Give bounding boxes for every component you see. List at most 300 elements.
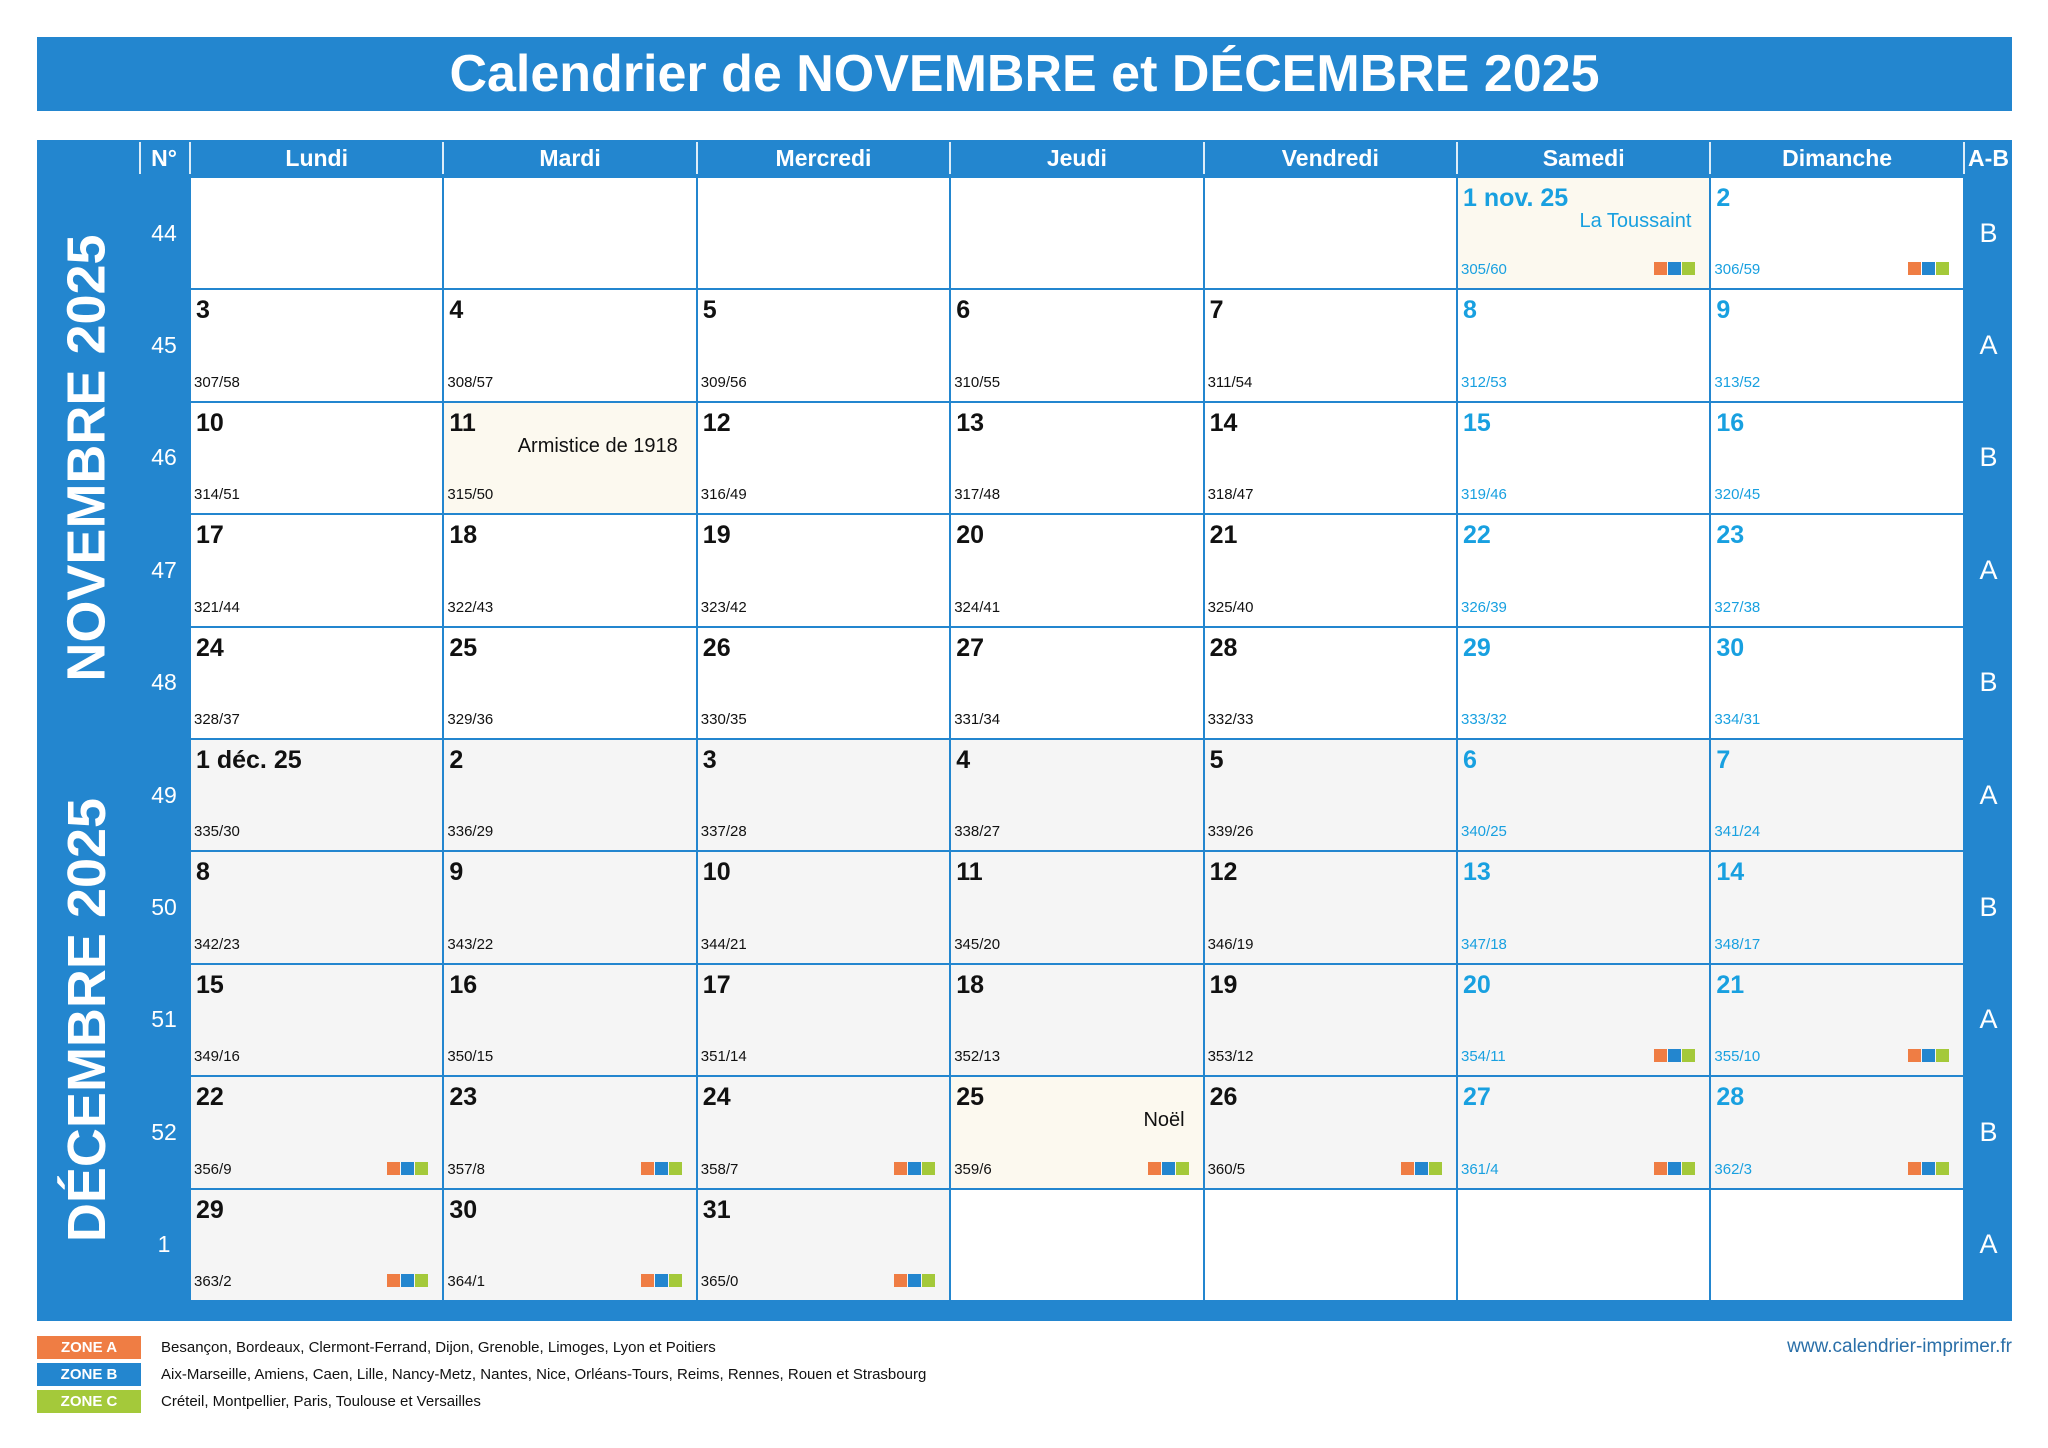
day-cell[interactable] — [698, 403, 949, 513]
day-of-year: 353/12 — [1207, 1048, 1254, 1066]
day-number: 1 nov. 25 — [1463, 184, 1569, 212]
day-of-year: 345/20 — [954, 935, 1001, 953]
day-number: 12 — [1209, 858, 1238, 887]
zone-cities: Besançon, Bordeaux, Clermont-Ferrand, Dijon, Grenoble, Limoges, Lyon et Poitiers — [161, 1339, 716, 1356]
day-cell[interactable] — [191, 1077, 442, 1187]
day-number: 24 — [196, 633, 224, 662]
day-cell[interactable] — [951, 515, 1202, 625]
vacation-zone-square — [1922, 262, 1935, 275]
empty-cell — [1458, 1190, 1709, 1300]
week-ab-indicator: B — [1979, 442, 1998, 473]
day-of-year: 348/17 — [1714, 935, 1761, 953]
day-number: 22 — [1463, 521, 1491, 550]
day-cell[interactable] — [444, 1190, 695, 1300]
day-cell[interactable] — [444, 290, 695, 400]
vacation-zones-indicator — [641, 1162, 682, 1175]
vacation-zone-square — [1429, 1162, 1442, 1175]
day-of-year: 350/15 — [447, 1048, 494, 1066]
day-number: 9 — [1716, 296, 1731, 325]
day-cell[interactable] — [951, 628, 1202, 738]
day-cell[interactable] — [1205, 403, 1456, 513]
day-cell[interactable] — [1711, 740, 1962, 850]
week-number: 50 — [141, 852, 187, 962]
vacation-zones-indicator — [1401, 1162, 1442, 1175]
day-number: 25 — [449, 633, 478, 662]
header-ab: A-B — [1968, 144, 2009, 171]
day-cell[interactable] — [191, 403, 442, 513]
day-of-year: 343/22 — [447, 935, 494, 953]
day-number: 26 — [702, 633, 731, 662]
header-week-number: N° — [151, 144, 177, 171]
day-of-year: 323/42 — [700, 598, 747, 616]
day-of-year: 346/19 — [1207, 935, 1254, 953]
day-number: 29 — [1463, 633, 1491, 662]
day-cell[interactable] — [1458, 515, 1709, 625]
day-cell[interactable] — [1205, 965, 1456, 1075]
day-cell[interactable] — [444, 852, 695, 962]
vacation-zones-indicator — [1148, 1162, 1189, 1175]
vacation-zone-square — [1682, 262, 1695, 275]
day-of-year: 326/39 — [1461, 598, 1507, 616]
day-cell[interactable] — [1205, 515, 1456, 625]
header-separator — [1963, 142, 1965, 174]
day-of-year: 321/44 — [194, 598, 240, 616]
header-day: Mardi — [539, 144, 601, 171]
week-ab-indicator: B — [1979, 217, 1998, 248]
vacation-zones-indicator — [1654, 1049, 1695, 1062]
day-of-year: 313/52 — [1714, 373, 1761, 391]
zone-cities: Aix-Marseille, Amiens, Caen, Lille, Nancy-Metz, Nantes, Nice, Orléans-Tours, Reims, Rennes, Rouen et Strasbourg — [161, 1366, 927, 1383]
week-ab-indicator: A — [1979, 330, 1998, 361]
day-cell[interactable] — [1711, 178, 1962, 288]
day-number: 22 — [196, 1083, 224, 1112]
zone-cities: Créteil, Montpellier, Paris, Toulouse et Versailles — [161, 1393, 481, 1410]
header-day: Vendredi — [1281, 144, 1379, 171]
week-number: 49 — [141, 740, 187, 850]
vacation-zone-square — [1668, 1049, 1681, 1062]
day-number: 26 — [1209, 1083, 1238, 1112]
day-number: 5 — [702, 296, 717, 325]
day-of-year: 333/32 — [1461, 710, 1507, 728]
zone-badge: ZONE C — [37, 1390, 141, 1413]
vacation-zone-square — [1936, 1162, 1949, 1175]
day-number: 23 — [449, 1083, 478, 1112]
day-of-year: 311/54 — [1207, 373, 1253, 391]
month-label: NOVEMBRE 2025 — [57, 234, 118, 682]
day-of-year: 308/57 — [447, 373, 494, 391]
day-of-year: 332/33 — [1207, 710, 1254, 728]
day-cell[interactable] — [698, 628, 949, 738]
day-cell[interactable] — [1711, 403, 1962, 513]
day-cell[interactable] — [1458, 740, 1709, 850]
day-number: 21 — [1209, 521, 1238, 550]
vacation-zone-square — [669, 1162, 682, 1175]
day-cell[interactable] — [191, 515, 442, 625]
header-separator — [139, 142, 141, 174]
week-number: 52 — [141, 1077, 187, 1187]
day-cell[interactable] — [1205, 852, 1456, 962]
day-of-year: 356/9 — [194, 1160, 232, 1178]
header-day: Lundi — [285, 144, 348, 171]
day-cell[interactable] — [191, 628, 442, 738]
vacation-zone-square — [387, 1162, 400, 1175]
day-cell[interactable] — [951, 852, 1202, 962]
day-number: 6 — [956, 296, 971, 325]
day-number: 8 — [1463, 296, 1477, 325]
vacation-zone-square — [1148, 1162, 1161, 1175]
vacation-zones-indicator — [387, 1274, 428, 1287]
day-cell[interactable] — [191, 852, 442, 962]
day-of-year: 365/0 — [700, 1272, 739, 1290]
vacation-zones-indicator — [1908, 262, 1949, 275]
header-separator — [1709, 142, 1711, 174]
week-ab-indicator: A — [1979, 779, 1998, 810]
day-number: 7 — [1209, 296, 1224, 325]
empty-cell — [1205, 178, 1456, 288]
day-of-year: 362/3 — [1714, 1160, 1752, 1178]
day-of-year: 319/46 — [1461, 486, 1507, 504]
page-title: Calendrier de NOVEMBRE et DÉCEMBRE 2025 — [37, 37, 2012, 111]
legend-row — [37, 1363, 926, 1386]
calendar-bottom-bar — [37, 1307, 2012, 1321]
week-ab-indicator: B — [1979, 1116, 1998, 1147]
week-number: 51 — [141, 965, 187, 1075]
vacation-zones-indicator — [894, 1274, 935, 1287]
vacation-zone-square — [387, 1274, 400, 1287]
day-cell[interactable] — [444, 1077, 695, 1187]
empty-cell — [191, 178, 442, 288]
day-cell[interactable] — [698, 515, 949, 625]
day-cell[interactable] — [698, 1077, 949, 1187]
zone-badge: ZONE A — [37, 1336, 141, 1359]
week-ab-indicator: A — [1979, 1229, 1998, 1260]
vacation-zones-indicator — [1654, 262, 1695, 275]
vacation-zone-square — [1176, 1162, 1189, 1175]
vacation-zone-square — [641, 1162, 654, 1175]
day-number: 16 — [1716, 408, 1745, 437]
week-number: 47 — [141, 515, 187, 625]
empty-cell — [1711, 1190, 1962, 1300]
vacation-zone-square — [401, 1274, 414, 1287]
vacation-zone-square — [641, 1274, 654, 1287]
day-of-year: 312/53 — [1461, 373, 1507, 391]
day-cell[interactable] — [1711, 965, 1962, 1075]
day-number: 21 — [1716, 970, 1745, 999]
vacation-zone-square — [415, 1162, 428, 1175]
day-number: 15 — [1463, 408, 1491, 437]
day-of-year: 330/35 — [700, 710, 747, 728]
day-of-year: 342/23 — [194, 935, 240, 953]
vacation-zone-square — [922, 1274, 935, 1287]
week-number: 48 — [141, 628, 187, 738]
day-of-year: 355/10 — [1714, 1048, 1761, 1066]
day-of-year: 307/58 — [194, 373, 240, 391]
day-of-year: 325/40 — [1207, 598, 1254, 616]
empty-cell — [951, 1190, 1202, 1300]
day-cell[interactable] — [1205, 290, 1456, 400]
day-of-year: 327/38 — [1714, 598, 1761, 616]
day-of-year: 363/2 — [194, 1272, 232, 1290]
empty-cell — [951, 178, 1202, 288]
holiday-name: La Toussaint — [1579, 210, 1692, 232]
day-cell[interactable] — [951, 965, 1202, 1075]
day-number: 28 — [1209, 633, 1238, 662]
day-number: 10 — [702, 858, 731, 887]
vacation-zone-square — [1936, 262, 1949, 275]
header-day: Samedi — [1542, 144, 1625, 171]
day-cell[interactable] — [698, 1190, 949, 1300]
day-cell[interactable] — [951, 1077, 1202, 1187]
vacation-zone-square — [1936, 1049, 1949, 1062]
day-of-year: 338/27 — [954, 823, 1001, 841]
day-number: 14 — [1716, 858, 1745, 887]
vacation-zone-square — [655, 1162, 668, 1175]
day-number: 11 — [956, 858, 983, 887]
day-number: 18 — [449, 521, 478, 550]
day-number: 30 — [1716, 633, 1745, 662]
day-number: 23 — [1716, 521, 1745, 550]
day-cell[interactable] — [191, 1190, 442, 1300]
day-of-year: 361/4 — [1461, 1160, 1499, 1178]
vacation-zone-square — [1668, 1162, 1681, 1175]
day-number: 13 — [956, 408, 984, 437]
empty-cell — [1205, 1190, 1456, 1300]
day-of-year: 318/47 — [1207, 486, 1254, 504]
vacation-zone-square — [415, 1274, 428, 1287]
day-of-year: 310/55 — [954, 373, 1001, 391]
header-separator — [696, 142, 698, 174]
header-separator — [1456, 142, 1458, 174]
day-number: 31 — [702, 1195, 731, 1224]
day-number: 10 — [196, 408, 224, 437]
day-cell[interactable] — [1711, 290, 1962, 400]
vacation-zone-square — [1908, 1162, 1921, 1175]
day-of-year: 334/31 — [1714, 710, 1761, 728]
day-of-year: 329/36 — [447, 710, 494, 728]
day-number: 14 — [1209, 408, 1238, 437]
day-cell[interactable] — [698, 290, 949, 400]
day-cell[interactable] — [1205, 740, 1456, 850]
day-of-year: 317/48 — [954, 486, 1001, 504]
vacation-zone-square — [669, 1274, 682, 1287]
day-number: 19 — [702, 521, 731, 550]
day-number: 24 — [702, 1083, 731, 1112]
day-number: 30 — [449, 1195, 478, 1224]
day-of-year: 354/11 — [1461, 1048, 1506, 1066]
vacation-zones-indicator — [1908, 1049, 1949, 1062]
website-link[interactable]: www.calendrier-imprimer.fr — [1787, 1336, 2012, 1357]
vacation-zone-square — [1668, 262, 1681, 275]
day-cell[interactable] — [191, 740, 442, 850]
legend-row — [37, 1390, 481, 1413]
day-of-year: 331/34 — [954, 710, 1001, 728]
day-of-year: 336/29 — [447, 823, 494, 841]
day-cell[interactable] — [1458, 178, 1709, 288]
day-cell[interactable] — [951, 290, 1202, 400]
day-number: 11 — [449, 408, 476, 437]
day-cell[interactable] — [191, 965, 442, 1075]
calendar-grid — [37, 140, 2012, 1321]
day-of-year: 351/14 — [700, 1048, 747, 1066]
day-cell[interactable] — [1711, 515, 1962, 625]
day-number: 19 — [1209, 970, 1238, 999]
day-number: 20 — [956, 521, 984, 550]
vacation-zones-indicator — [894, 1162, 935, 1175]
day-of-year: 359/6 — [954, 1160, 992, 1178]
day-cell[interactable] — [444, 740, 695, 850]
holiday-name: Noël — [1143, 1109, 1185, 1132]
vacation-zone-square — [1922, 1162, 1935, 1175]
day-cell[interactable] — [698, 740, 949, 850]
vacation-zones-indicator — [387, 1162, 428, 1175]
day-of-year: 314/51 — [194, 486, 240, 504]
day-of-year: 349/16 — [194, 1048, 240, 1066]
holiday-name: Armistice de 1918 — [517, 434, 678, 457]
week-ab-indicator: B — [1979, 892, 1998, 923]
week-ab-indicator: B — [1979, 667, 1998, 698]
day-cell[interactable] — [1711, 852, 1962, 962]
header-separator — [189, 142, 191, 174]
day-of-year: 324/41 — [954, 598, 1001, 616]
day-cell[interactable] — [444, 515, 695, 625]
day-cell[interactable] — [444, 965, 695, 1075]
day-number: 27 — [956, 633, 984, 662]
vacation-zone-square — [1654, 262, 1667, 275]
month-label: DÉCEMBRE 2025 — [57, 797, 117, 1243]
vacation-zone-square — [1682, 1049, 1695, 1062]
day-number: 27 — [1463, 1083, 1491, 1112]
vacation-zone-square — [1922, 1049, 1935, 1062]
day-cell[interactable] — [1458, 1077, 1709, 1187]
vacation-zone-square — [1654, 1049, 1667, 1062]
day-cell[interactable] — [1458, 965, 1709, 1075]
day-cell[interactable] — [1711, 1077, 1962, 1187]
day-of-year: 305/60 — [1461, 261, 1507, 279]
day-of-year: 316/49 — [700, 486, 747, 504]
day-of-year: 339/26 — [1207, 823, 1254, 841]
day-cell[interactable] — [951, 403, 1202, 513]
week-number: 46 — [141, 403, 187, 513]
day-cell[interactable] — [1458, 290, 1709, 400]
vacation-zone-square — [922, 1162, 935, 1175]
vacation-zone-square — [1162, 1162, 1175, 1175]
week-number: 45 — [141, 290, 187, 400]
day-of-year: 357/8 — [447, 1160, 485, 1178]
month-band — [37, 178, 137, 738]
header-separator — [1203, 142, 1205, 174]
day-number: 25 — [956, 1083, 984, 1112]
day-of-year: 358/7 — [700, 1160, 739, 1178]
vacation-zone-square — [908, 1274, 921, 1287]
day-number: 17 — [196, 521, 224, 550]
day-cell[interactable] — [191, 290, 442, 400]
day-number: 17 — [702, 970, 731, 999]
day-number: 15 — [196, 970, 224, 999]
vacation-zone-square — [1401, 1162, 1414, 1175]
day-cell[interactable] — [1458, 852, 1709, 962]
empty-cell — [444, 178, 695, 288]
day-cell[interactable] — [698, 965, 949, 1075]
day-of-year: 315/50 — [447, 486, 494, 504]
day-cell[interactable] — [1205, 1077, 1456, 1187]
header-separator — [949, 142, 951, 174]
vacation-zone-square — [1415, 1162, 1428, 1175]
day-of-year: 335/30 — [194, 823, 240, 841]
day-number: 12 — [702, 408, 731, 437]
day-of-year: 328/37 — [194, 710, 240, 728]
day-of-year: 320/45 — [1714, 486, 1761, 504]
vacation-zone-square — [1908, 262, 1921, 275]
day-of-year: 360/5 — [1207, 1160, 1246, 1178]
day-number: 4 — [956, 746, 971, 774]
day-of-year: 306/59 — [1714, 261, 1761, 279]
day-of-year: 340/25 — [1461, 823, 1507, 841]
day-number: 28 — [1716, 1083, 1745, 1112]
day-number: 8 — [196, 858, 210, 887]
day-number: 2 — [1716, 184, 1731, 212]
empty-cell — [698, 178, 949, 288]
legend-row — [37, 1336, 716, 1359]
day-number: 16 — [449, 970, 478, 999]
vacation-zone-square — [1908, 1049, 1921, 1062]
day-cell[interactable] — [444, 628, 695, 738]
header-separator — [442, 142, 444, 174]
vacation-zone-square — [401, 1162, 414, 1175]
day-cell[interactable] — [1205, 628, 1456, 738]
day-number: 13 — [1463, 858, 1491, 887]
day-of-year: 309/56 — [700, 373, 747, 391]
day-cell[interactable] — [951, 740, 1202, 850]
day-number: 18 — [956, 970, 984, 999]
week-ab-indicator: A — [1979, 554, 1998, 585]
vacation-zone-square — [894, 1274, 907, 1287]
day-of-year: 352/13 — [954, 1048, 1001, 1066]
header-day: Mercredi — [775, 144, 872, 171]
week-number: 1 — [141, 1190, 187, 1300]
day-of-year: 337/28 — [700, 823, 747, 841]
day-cell[interactable] — [698, 852, 949, 962]
vacation-zone-square — [1654, 1162, 1667, 1175]
day-number: 20 — [1463, 970, 1491, 999]
header-day: Dimanche — [1782, 144, 1893, 171]
day-number: 3 — [702, 746, 717, 774]
day-number: 3 — [196, 296, 210, 325]
week-ab-indicator: A — [1979, 1004, 1998, 1035]
day-of-year: 322/43 — [447, 598, 494, 616]
vacation-zone-square — [1682, 1162, 1695, 1175]
day-of-year: 344/21 — [700, 935, 747, 953]
day-number: 5 — [1209, 746, 1224, 774]
header-day: Jeudi — [1046, 144, 1107, 171]
day-cell[interactable] — [1458, 403, 1709, 513]
day-number: 29 — [196, 1195, 224, 1224]
day-number: 7 — [1716, 746, 1731, 774]
day-number: 4 — [449, 296, 464, 325]
zone-badge: ZONE B — [37, 1363, 141, 1386]
vacation-zone-square — [894, 1162, 907, 1175]
vacation-zones-indicator — [1654, 1162, 1695, 1175]
day-cell[interactable] — [1458, 628, 1709, 738]
day-cell[interactable] — [444, 403, 695, 513]
vacation-zones-indicator — [1908, 1162, 1949, 1175]
day-cell[interactable] — [1711, 628, 1962, 738]
week-number: 44 — [141, 178, 187, 288]
day-number: 6 — [1463, 746, 1477, 774]
day-of-year: 347/18 — [1461, 935, 1507, 953]
vacation-zone-square — [655, 1274, 668, 1287]
day-number: 1 déc. 25 — [196, 746, 302, 774]
day-number: 9 — [449, 858, 464, 887]
